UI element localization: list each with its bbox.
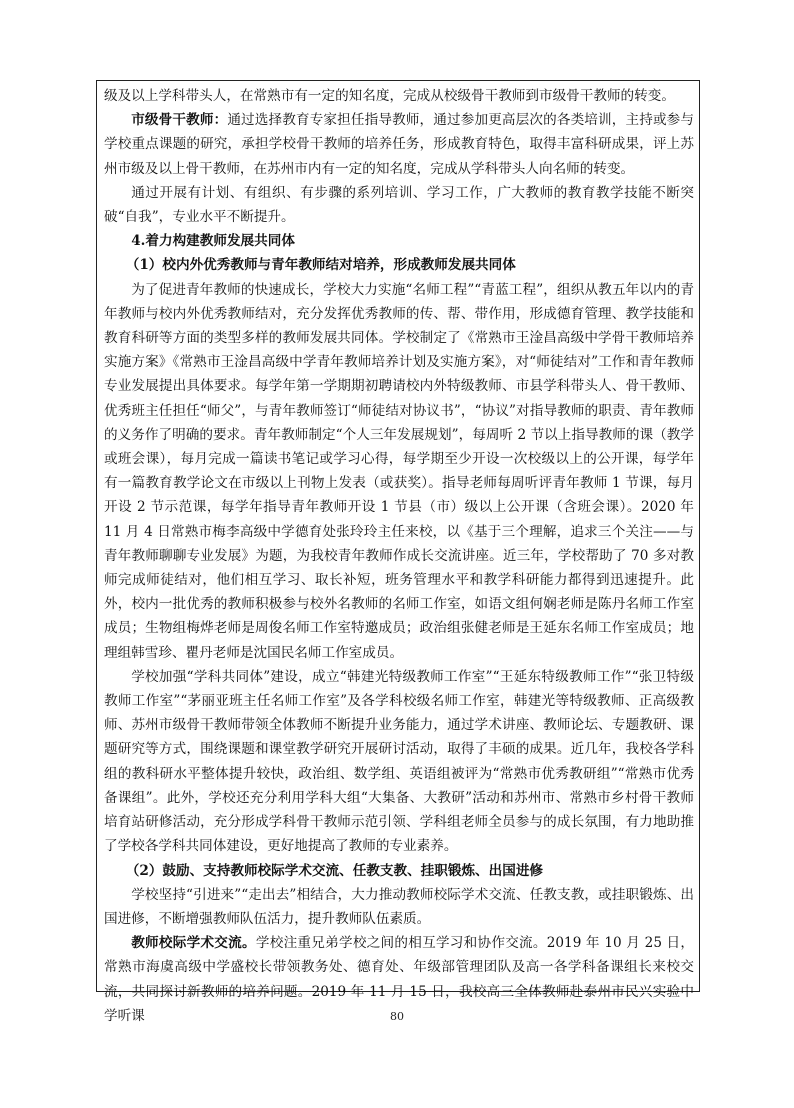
subsection-heading-1: （1）校内外优秀教师与青年教师结对培养，形成教师发展共同体 bbox=[125, 257, 516, 274]
subsection-heading-2: （2）鼓励、支持教师校际学术交流、任教支教、挂职锻炼、出国进修 bbox=[125, 862, 544, 879]
paragraph-exchange-intro: 学校坚持“引进来”“走出去”相结合，大力推动教师校际学术交流、任教支教，或挂职锻炼、出国进修，不断增强教师队伍活力，提升教师队伍素质。 bbox=[104, 886, 694, 927]
section-heading-4: 4.着力构建教师发展共同体 bbox=[131, 233, 295, 250]
paragraph-mentoring: 为了促进青年教师的快速成长，学校大力实施“名师工程”“青蓝工程”，组织从教五年以内的青年教师与校内外优秀教师结对，充分发挥优秀教师的传、帮、带作用，形成德育管理、教学技能和教育科研等方面的类型多样的教师发展共同体。学校制定了《常熟市王淦昌高级中学骨干教师培养实施方案》《常熟市王淦昌高级中学青年教师培养计划及实施方案》，对“师徒结对”工作和青年教师专业发展提出具体要求。每学年第一学期期初聘请校内外特级教师、市县学科带头人、骨干教师、优秀班主任担任“师父”，与青年教师签订“师徒结对协议书”，“协议”对指导教师的职责、青年教师的义务作了明确的要求。青年教师制定“个人三年发展规划”，每周听 2 节以上指导教师的课（教学或班会课），每月完成一篇读书笔记或学习心得，每学期至少开设一次校级以上的公开课，每学年有一篇教育教学论文在市级以上刊物上发表（或获奖）。指导老师每周听评青年教师 1 节课，每月开设 2 节示范课，每学年指导青年教师开设 1 节县（市）级以上公开课（含班会课）。2020 年 11 月 4 日常熟市梅李高级中学德育处张玲玲主任来校，以《基于三个理解，追求三个关注——与青年教师聊聊专业发展》为题，为我校青年教师作成长交流讲座。近三年，学校帮助了 70 多对教师完成师徒结对，他们相互学习、取长补短，班务管理水平和教学科研能力都得到迅速提升。此外，校内一批优秀的教师积极参与校外名教师的名师工作室，如语文组何娴老师是陈丹名师工作室成员；生物组梅烨老师是周俊名师工作室特邀成员；政治组张健老师是王延东名师工作室成员；地理组韩雪珍、瞿丹老师是沈国民名师工作室成员。 bbox=[104, 281, 694, 661]
paragraph-text: 通过选择教育专家担任指导教师，通过参加更高层次的各类培训，主持或参与学校重点课题的研究，承担学校骨干教师的培养任务，形成教育特色，取得丰富科研成果，评上苏州市级及以上骨干教师，在苏州市内有一定的知名度，完成从学科带头人向名师的转变。 bbox=[104, 112, 695, 177]
document-body bbox=[104, 84, 694, 1028]
paragraph-text: 学校注重兄弟学校之间的相互学习和协作交流。2019 年 10 月 25 日，常熟市海虞高级中学盛校长带领教务处、德育处、年级部管理团队及高一各学科备课组长来校交流，共同探讨新教师的培养问题。2019 年 11 月 15 日，我校高三全体教师赴泰州市民兴实验中学听课 bbox=[104, 935, 694, 1024]
paragraph-training-summary: 通过开展有计划、有组织、有步骤的系列培训、学习工作，广大教师的教育教学技能不断突破“自我”，专业水平不断提升。 bbox=[104, 184, 694, 226]
paragraph-subject-community: 学校加强“学科共同体”建设，成立“韩建光特级教师工作室”“王延东特级教师工作”“张卫特级教师工作室”“茅丽亚班主任名师工作室”及各学科校级名师工作室，韩建光等特级教师、正高级教师、苏州市级骨干教师带领全体教师不断提升业务能力，通过学术讲座、教师论坛、专题教研、课题研究等方式，围绕课题和课堂教学研究开展研讨活动，取得了丰硕的成果。近几年，我校各学科组的教科研水平整体提升较快，政治组、数学组、英语组被评为“常熟市优秀教研组”“常熟市优秀备课组”。此外，学校还充分利用学科大组“大集备、大教研”活动和苏州市、常熟市乡村骨干教师培育站研修活动，充分形成学科骨干教师示范引领、学科组老师全员参与的成长氛围，有力地助推了学校各学科共同体建设，更好地提高了教师的专业素养。 bbox=[104, 668, 694, 855]
term-city-backbone-teacher: 市级骨干教师： bbox=[131, 112, 228, 129]
paragraph-city-backbone bbox=[104, 108, 694, 181]
paragraph-continuation: 级及以上学科带头人，在常熟市有一定的知名度，完成从校级骨干教师到市级骨干教师的转变。 bbox=[104, 88, 675, 104]
term-academic-exchange: 教师校际学术交流。 bbox=[131, 935, 256, 952]
page-number: 80 bbox=[390, 1010, 404, 1023]
